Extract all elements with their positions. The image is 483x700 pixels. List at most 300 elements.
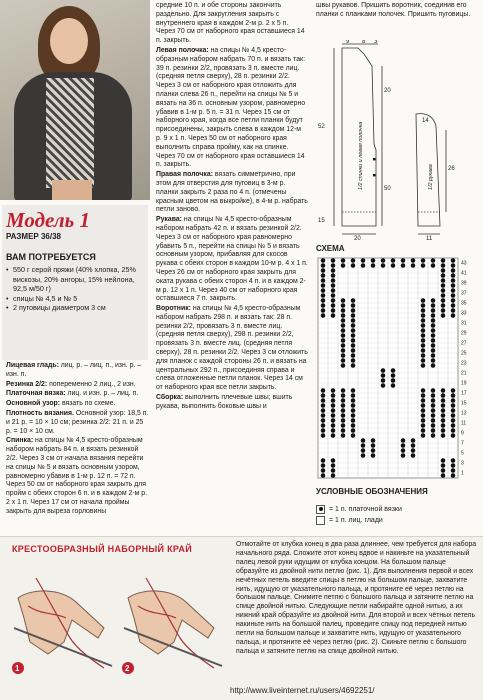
dot-symbol-icon [316, 505, 325, 514]
chart-dot [441, 288, 446, 293]
chart-row-label: 11 [461, 420, 467, 427]
chart-dot [451, 258, 456, 263]
chart-dot [351, 428, 356, 433]
chart-dot [451, 288, 456, 293]
chart-dot [341, 348, 346, 353]
chart-dot [331, 298, 336, 303]
chart-dot [321, 293, 326, 298]
material-item: • 2 пуговицы диаметром 3 см [6, 303, 146, 313]
chart-dot [441, 413, 446, 418]
chart-dot [421, 423, 426, 428]
chart-dot [451, 263, 456, 268]
chart-dot [371, 453, 376, 458]
dim-15: 15 [318, 218, 325, 224]
chart-dot [401, 263, 406, 268]
chart-dot [421, 393, 426, 398]
instructions-column-3 [316, 2, 476, 21]
paragraph: швы рукавов. Пришить воротник, соединив его планки с планками полочек. Пришить пуговицы. [316, 2, 471, 18]
chart-dot [331, 283, 336, 288]
chart-dot [431, 418, 436, 423]
chart-dot [351, 418, 356, 423]
chart-dot [451, 433, 456, 438]
chart-dot [421, 348, 426, 353]
chart-dot [421, 343, 426, 348]
chart-dot [321, 263, 326, 268]
back-piece-label: 1/2 спинки и левая полочка [358, 121, 364, 190]
chart-dot [361, 443, 366, 448]
chart-dot [351, 358, 356, 363]
chart-dot [441, 258, 446, 263]
chart-dot [421, 263, 426, 268]
chart-dot [431, 348, 436, 353]
chart-dot [441, 263, 446, 268]
chart-dot [441, 278, 446, 283]
chart-dot [351, 408, 356, 413]
chart-dot [451, 458, 456, 463]
chart-dot [331, 308, 336, 313]
chart-dot [431, 393, 436, 398]
chart-row-label: 13 [461, 410, 467, 417]
chart-dot [431, 428, 436, 433]
chart-dot [441, 428, 446, 433]
chart-dot [331, 258, 336, 263]
chart-dot [351, 303, 356, 308]
paragraph: Резинка 2/2: попеременно 2 лиц., 2 изн. [6, 380, 136, 388]
chart-row-label: 35 [461, 300, 467, 307]
chart-dot [331, 428, 336, 433]
chart-dot [391, 263, 396, 268]
chart-dot [421, 428, 426, 433]
chart-dot [351, 343, 356, 348]
instructions-column-2 [156, 2, 308, 413]
chart-dot [321, 428, 326, 433]
chart-dot [341, 313, 346, 318]
chart-dot [331, 468, 336, 473]
paragraph: средние 10 п. и обе стороны закончить раздельно. Для закругления закрыть с внутреннего края в каждом 2-м р. 2 х 5 п. Через 70 см от наборного края оставшиеся 14 п. закрыть. [156, 2, 305, 45]
chart-dot [321, 258, 326, 263]
chart-dot [451, 413, 456, 418]
paragraph: Платочная вязка: лиц. и изн. р. – лиц. п. [6, 390, 139, 398]
chart-dot [441, 388, 446, 393]
chart-dot [391, 368, 396, 373]
chart-dot [431, 323, 436, 328]
chart-row-label: 31 [461, 320, 467, 327]
chart-dot [351, 348, 356, 353]
chart-dot [401, 438, 406, 443]
chart-dot [321, 303, 326, 308]
chart-dot [421, 418, 426, 423]
chart-dot [331, 458, 336, 463]
chart-dot [441, 433, 446, 438]
chart-dot [451, 278, 456, 283]
model-size: РАЗМЕР 36/38 [6, 232, 61, 241]
chart-dot [421, 363, 426, 368]
chart-dot [331, 463, 336, 468]
dim-top-3: 3 [374, 40, 378, 45]
chart-dot [351, 398, 356, 403]
chart-row-label: 23 [461, 360, 467, 367]
chart-dot [341, 423, 346, 428]
chart-dot [441, 298, 446, 303]
chart-dot [371, 448, 376, 453]
chart-dot [451, 298, 456, 303]
chart-dot [351, 338, 356, 343]
chart-dot [321, 268, 326, 273]
chart-row-label: 1 [461, 470, 464, 477]
paragraph: Лицевая гладь: лиц. р. – лиц. п., изн. р. – изн. п. [6, 362, 142, 378]
legend [316, 504, 402, 526]
chart-dot [421, 328, 426, 333]
chart-dot [341, 428, 346, 433]
chart-dot [421, 323, 426, 328]
chart-dot [341, 318, 346, 323]
chart-dot [321, 408, 326, 413]
chart-dot [321, 398, 326, 403]
chart-dot [331, 293, 336, 298]
paragraph: Правая полочка: вязать симметрично, при этом для отверстия для пуговиц в 3-м р. планки закрыть 2 раза по 4 п. (отмечены красным цветом на выкройке), в 4-м р. набрать петли заново. [156, 171, 308, 214]
chart-dot [421, 338, 426, 343]
chart-dot [341, 398, 346, 403]
instructions-column-1 [6, 362, 149, 518]
chart-dot [441, 268, 446, 273]
chart-dot [411, 263, 416, 268]
chart-dot [421, 408, 426, 413]
chart-dot [341, 328, 346, 333]
chart-dot [371, 438, 376, 443]
model-title: Модель 1 [6, 208, 90, 232]
cast-on-illustration [8, 558, 230, 688]
material-item: • 550 г серой пряжи (40% хлопка, 25% вискозы, 20% ангоры, 15% нейлона, 92,5 м/50 г) [6, 265, 146, 294]
dim-top-8: 8 [362, 40, 366, 45]
chart-dot [361, 453, 366, 458]
blank-symbol-icon [316, 516, 325, 525]
dim-50: 50 [384, 186, 391, 192]
chart-dot [331, 413, 336, 418]
chart-dot [441, 283, 446, 288]
chart-dot [331, 388, 336, 393]
chart-dot [451, 393, 456, 398]
chart-dot [431, 423, 436, 428]
chart-dot [411, 443, 416, 448]
chart-dot [451, 388, 456, 393]
chart-dot [341, 333, 346, 338]
chart-dot [451, 428, 456, 433]
chart-dot [331, 433, 336, 438]
chart-dot [421, 258, 426, 263]
chart-dot [351, 403, 356, 408]
chart-dot [431, 328, 436, 333]
chart-dot [451, 473, 456, 478]
chart-dot [421, 313, 426, 318]
chart-dot [441, 293, 446, 298]
chart-dot [411, 258, 416, 263]
chart-dot [321, 458, 326, 463]
chart-dot [431, 338, 436, 343]
chart-dot [421, 308, 426, 313]
chart-dot [341, 338, 346, 343]
chart-dot [341, 353, 346, 358]
chart-dot [351, 258, 356, 263]
chart-dot [441, 463, 446, 468]
chart-dot [401, 258, 406, 263]
chart-dot [431, 388, 436, 393]
chart-dot [431, 408, 436, 413]
chart-dot [451, 423, 456, 428]
chart-dot [441, 393, 446, 398]
chart-dot [401, 443, 406, 448]
chart-dot [431, 308, 436, 313]
chart-dot [351, 323, 356, 328]
chart-dot [431, 398, 436, 403]
chart-dot [351, 308, 356, 313]
dim-top-9: 9 [346, 40, 350, 45]
material-item: • спицы № 4,5 и № 5 [6, 294, 146, 304]
model-photo [0, 0, 150, 200]
chart-dot [431, 258, 436, 263]
source-url: http://www.liveinternet.ru/users/4692251/ [230, 686, 375, 695]
chart-dot [391, 373, 396, 378]
chart-dot [421, 318, 426, 323]
chart-dot [431, 413, 436, 418]
chart-dot [331, 418, 336, 423]
chart-dot [351, 298, 356, 303]
chart-dot [321, 278, 326, 283]
chart-dot [331, 313, 336, 318]
chart-dot [351, 313, 356, 318]
chart-row-label: 33 [461, 310, 467, 317]
chart-dot [431, 333, 436, 338]
chart-dot [381, 383, 386, 388]
chart-dot [331, 273, 336, 278]
chart-dot [421, 353, 426, 358]
chart-dot [431, 263, 436, 268]
chart-dot [421, 388, 426, 393]
chart-dot [341, 358, 346, 363]
chart-dot [331, 393, 336, 398]
materials-list [6, 265, 146, 313]
chart-dot [381, 368, 386, 373]
chart-row-label: 7 [461, 440, 464, 447]
chart-dot [341, 403, 346, 408]
chart-dot [381, 258, 386, 263]
chart-dot [341, 343, 346, 348]
chart-dot [421, 303, 426, 308]
pattern-diagram [316, 40, 480, 240]
chart-dot [411, 453, 416, 458]
chart-dot [421, 433, 426, 438]
chart-row-label: 39 [461, 280, 467, 287]
chart-dot [441, 303, 446, 308]
chart-dot [391, 383, 396, 388]
chart-row-label: 41 [461, 270, 467, 277]
chart-dot [321, 423, 326, 428]
chart-dot [371, 258, 376, 263]
chart-dot [431, 343, 436, 348]
chart-dot [421, 333, 426, 338]
chart-dot [411, 438, 416, 443]
chart-dot [441, 423, 446, 428]
chart-dot [321, 298, 326, 303]
chart-dot [421, 358, 426, 363]
chart-dot [331, 303, 336, 308]
chart-dot [331, 263, 336, 268]
sleeve-piece-label: 1/2 рукава [428, 164, 434, 190]
chart-dot [451, 398, 456, 403]
chart-dot [321, 308, 326, 313]
paragraph: Сборка: выполнить плечевые швы; вшить рукава, выполнить боковые швы и [156, 394, 293, 410]
chart-dot [421, 398, 426, 403]
chart-title: СХЕМА [316, 244, 345, 253]
chart-dot [341, 433, 346, 438]
chart-row-label: 43 [461, 260, 467, 267]
chart-dot [321, 313, 326, 318]
chart-dot [391, 378, 396, 383]
chart-dot [331, 278, 336, 283]
chart-dot [351, 433, 356, 438]
chart-dot [351, 413, 356, 418]
legend-title: УСЛОВНЫЕ ОБОЗНАЧЕНИЯ [316, 487, 428, 496]
chart-dot [351, 363, 356, 368]
chart-dot [371, 443, 376, 448]
chart-dot [351, 388, 356, 393]
chart-dot [441, 458, 446, 463]
chart-dot [331, 473, 336, 478]
paragraph: Левая полочка: на спицы № 4,5 кресто-образным набором набрать 70 п. и вязать так: 39 п. резинки 2/2, провязать 3 п. вместе лиц. (средняя петля сверху), 28 п. резинки 2/2. Через 3 см от наборного края отложить для планки слева 26 п., перейти на спицы № 5 и вязать на 36 п. основным узором, равномерно убавив в 1-м р. 5 п. = 31 п. Через 15 см от наборного края, когда все петли планки будут присоединены, закрыть слева в каждом 12-м р. 9 х 1 п. Через 50 см от наборного края выполнить справа пройму, как на спинке. Через 70 см от наборного края оставшиеся 14 п. закрыть. [156, 46, 306, 169]
chart-dot [421, 413, 426, 418]
chart-dot [331, 268, 336, 273]
chart-dot [451, 308, 456, 313]
chart-dot [381, 378, 386, 383]
chart-dot [431, 353, 436, 358]
chart-dot [351, 333, 356, 338]
chart-dot [441, 408, 446, 413]
chart-dot [331, 398, 336, 403]
cast-on-title: КРЕСТООБРАЗНЫЙ НАБОРНЫЙ КРАЙ [12, 544, 192, 554]
chart-dot [451, 463, 456, 468]
chart-row-label: 9 [461, 430, 464, 437]
chart-dot [341, 308, 346, 313]
chart-dot [341, 323, 346, 328]
chart-dot [451, 273, 456, 278]
chart-dot [441, 398, 446, 403]
chart-dot [431, 358, 436, 363]
chart-dot [351, 328, 356, 333]
cast-on-text: Отмотайте от клубка конец в два раза длиннее, чем требуется для набора начального ряда. Сложите этот конец вдвое и накиньте на указательный палец левой руки идущим от клубка концом. На большом пальце образуйте из двойной нити петлю (рис. 1). Для выполнения первой и всех нечётных петель введите спицы в петлю на большом пальце, захватите нить, идущую от указательного пальца, и протяните её через петлю на большом пальце. Снимите петлю с большого пальца и затяните петлю на спице двойной нитью. Следующие петли набирайте одной нитью, а их нижний край образуйте из двойной нити. Для второй и всех чётных петель накиньте нить на большой палец, проведите спицу под передней нитью петли на большом пальце и захватите нить, идущую от указательного пальца, и протяните её через петлю (рис. 2). Скиньте петлю с большого пальца и затяните петлю на спице двойной нитью. [236, 541, 477, 655]
chart-dot [421, 403, 426, 408]
chart-dot [401, 453, 406, 458]
chart-dot [431, 363, 436, 368]
chart-dot [431, 298, 436, 303]
chart-dot [441, 308, 446, 313]
chart-dot [351, 263, 356, 268]
chart-dot [451, 293, 456, 298]
chart-dot [451, 418, 456, 423]
chart-dot [321, 433, 326, 438]
chart-dot [341, 388, 346, 393]
chart-dot [401, 448, 406, 453]
chart-dot [341, 413, 346, 418]
chart-dot [321, 418, 326, 423]
chart-dot [361, 438, 366, 443]
paragraph: Рукава: на спицы № 4,5 кресто-образным набором набрать 42 п. и вязать резинкой 2/2. Через 3 см от наборного края равномерно убавить 5 п., перейти на спицы № 5 и вязать основным узором, прибавляя для скосов рукава с обеих сторон в каждом 10-м р. 4 х 1 п. Через 26 см от наборного края закрыть для оката рукава с обеих сторон 4 п. и в каждом 2-м р. 12 х 1 п. Через 40 см от наборного края оставшиеся 7 п. закрыть. [156, 216, 308, 303]
chart-dot [341, 408, 346, 413]
chart-dot [391, 258, 396, 263]
paragraph: Воротник: на спицы № 4,5 кресто-образным набором набрать 298 п. и вязать так: 28 п. резинки 2/2, провязать 3 п. вместе лиц. (средняя петля сверху), 298 п. резинки 2/2, провязать 3 п. вместе лиц. (средняя петля сверху), 28 п. резинки 2/2. Через 3 см отложить для планок с каждой стороны 26 п. и вязать на центральных 292 п., присоединяя справа и слева отложенные петли планок. Через 14 см от наборного края все петли закрыть. [156, 305, 308, 392]
chart-dot [451, 468, 456, 473]
chart-dot [351, 393, 356, 398]
chart-dot [431, 303, 436, 308]
chart-dot [321, 473, 326, 478]
chart-dot [451, 408, 456, 413]
chart-dot [321, 403, 326, 408]
chart-row-label: 21 [461, 370, 467, 377]
chart-dot [351, 353, 356, 358]
chart-dot [431, 318, 436, 323]
chart-row-label: 3 [461, 460, 464, 467]
chart-dot [351, 423, 356, 428]
chart-dot [451, 303, 456, 308]
chart-row-label: 5 [461, 450, 464, 457]
chart-dot [451, 268, 456, 273]
dim-sleeve-14: 14 [422, 118, 429, 124]
legend-item-garter: = 1 п. платочной вязки [316, 504, 402, 515]
stitch-chart [316, 256, 480, 484]
chart-dot [341, 393, 346, 398]
chart-dot [441, 468, 446, 473]
chart-dot [331, 403, 336, 408]
chart-dot [321, 413, 326, 418]
chart-dot [321, 288, 326, 293]
paragraph: Плотность вязания. Основной узор: 18,5 п. и 21 р. = 10 × 10 см; резинка 2/2: 21 п. и 25 р. = 10 × 10 см. [6, 409, 149, 435]
chart-row-label: 15 [461, 400, 467, 407]
chart-dot [441, 313, 446, 318]
chart-dot [331, 288, 336, 293]
chart-dot [361, 263, 366, 268]
chart-dot [361, 448, 366, 453]
chart-dot [431, 403, 436, 408]
chart-dot [321, 463, 326, 468]
chart-dot [371, 263, 376, 268]
chart-dot [421, 298, 426, 303]
chart-dot [321, 393, 326, 398]
chart-dot [451, 313, 456, 318]
paragraph: Спинка: на спицы № 4,5 кресто-образным набором набрать 84 п. и вязать резинкой 2/2. Через 3 см от начала вязания перейти на спицы № 5 и вязать основным узором, равномерно убавив в 1-м р. 12 п. = 72 п. Через 50 см от наборного края закрыть для пройм с обеих сторон 6 п. и в каждом 2-м р. 2 х 1 п. Через 17 см от начала проймы закрыть для выреза горловины [6, 437, 148, 515]
chart-row-label: 17 [461, 390, 467, 397]
chart-dot [431, 433, 436, 438]
chart-dot [341, 418, 346, 423]
paragraph: Основной узор: вязать по схеме. [6, 400, 116, 408]
chart-dot [351, 318, 356, 323]
chart-row-label: 37 [461, 290, 467, 297]
chart-dot [321, 283, 326, 288]
dim-sleeve-26: 26 [448, 166, 455, 172]
chart-dot [341, 298, 346, 303]
chart-dot [341, 363, 346, 368]
chart-dot [441, 273, 446, 278]
chart-dot [411, 448, 416, 453]
chart-row-label: 25 [461, 350, 467, 357]
dim-52: 52 [318, 124, 325, 130]
dim-bottom-11: 11 [426, 236, 433, 240]
dim-20: 20 [384, 88, 391, 94]
figure-2-label: 2 [125, 664, 130, 673]
dim-bottom-20: 20 [354, 236, 361, 240]
chart-dot [341, 263, 346, 268]
chart-dot [381, 373, 386, 378]
materials-title: ВАМ ПОТРЕБУЕТСЯ [6, 252, 96, 262]
chart-dot [441, 473, 446, 478]
chart-dot [441, 418, 446, 423]
